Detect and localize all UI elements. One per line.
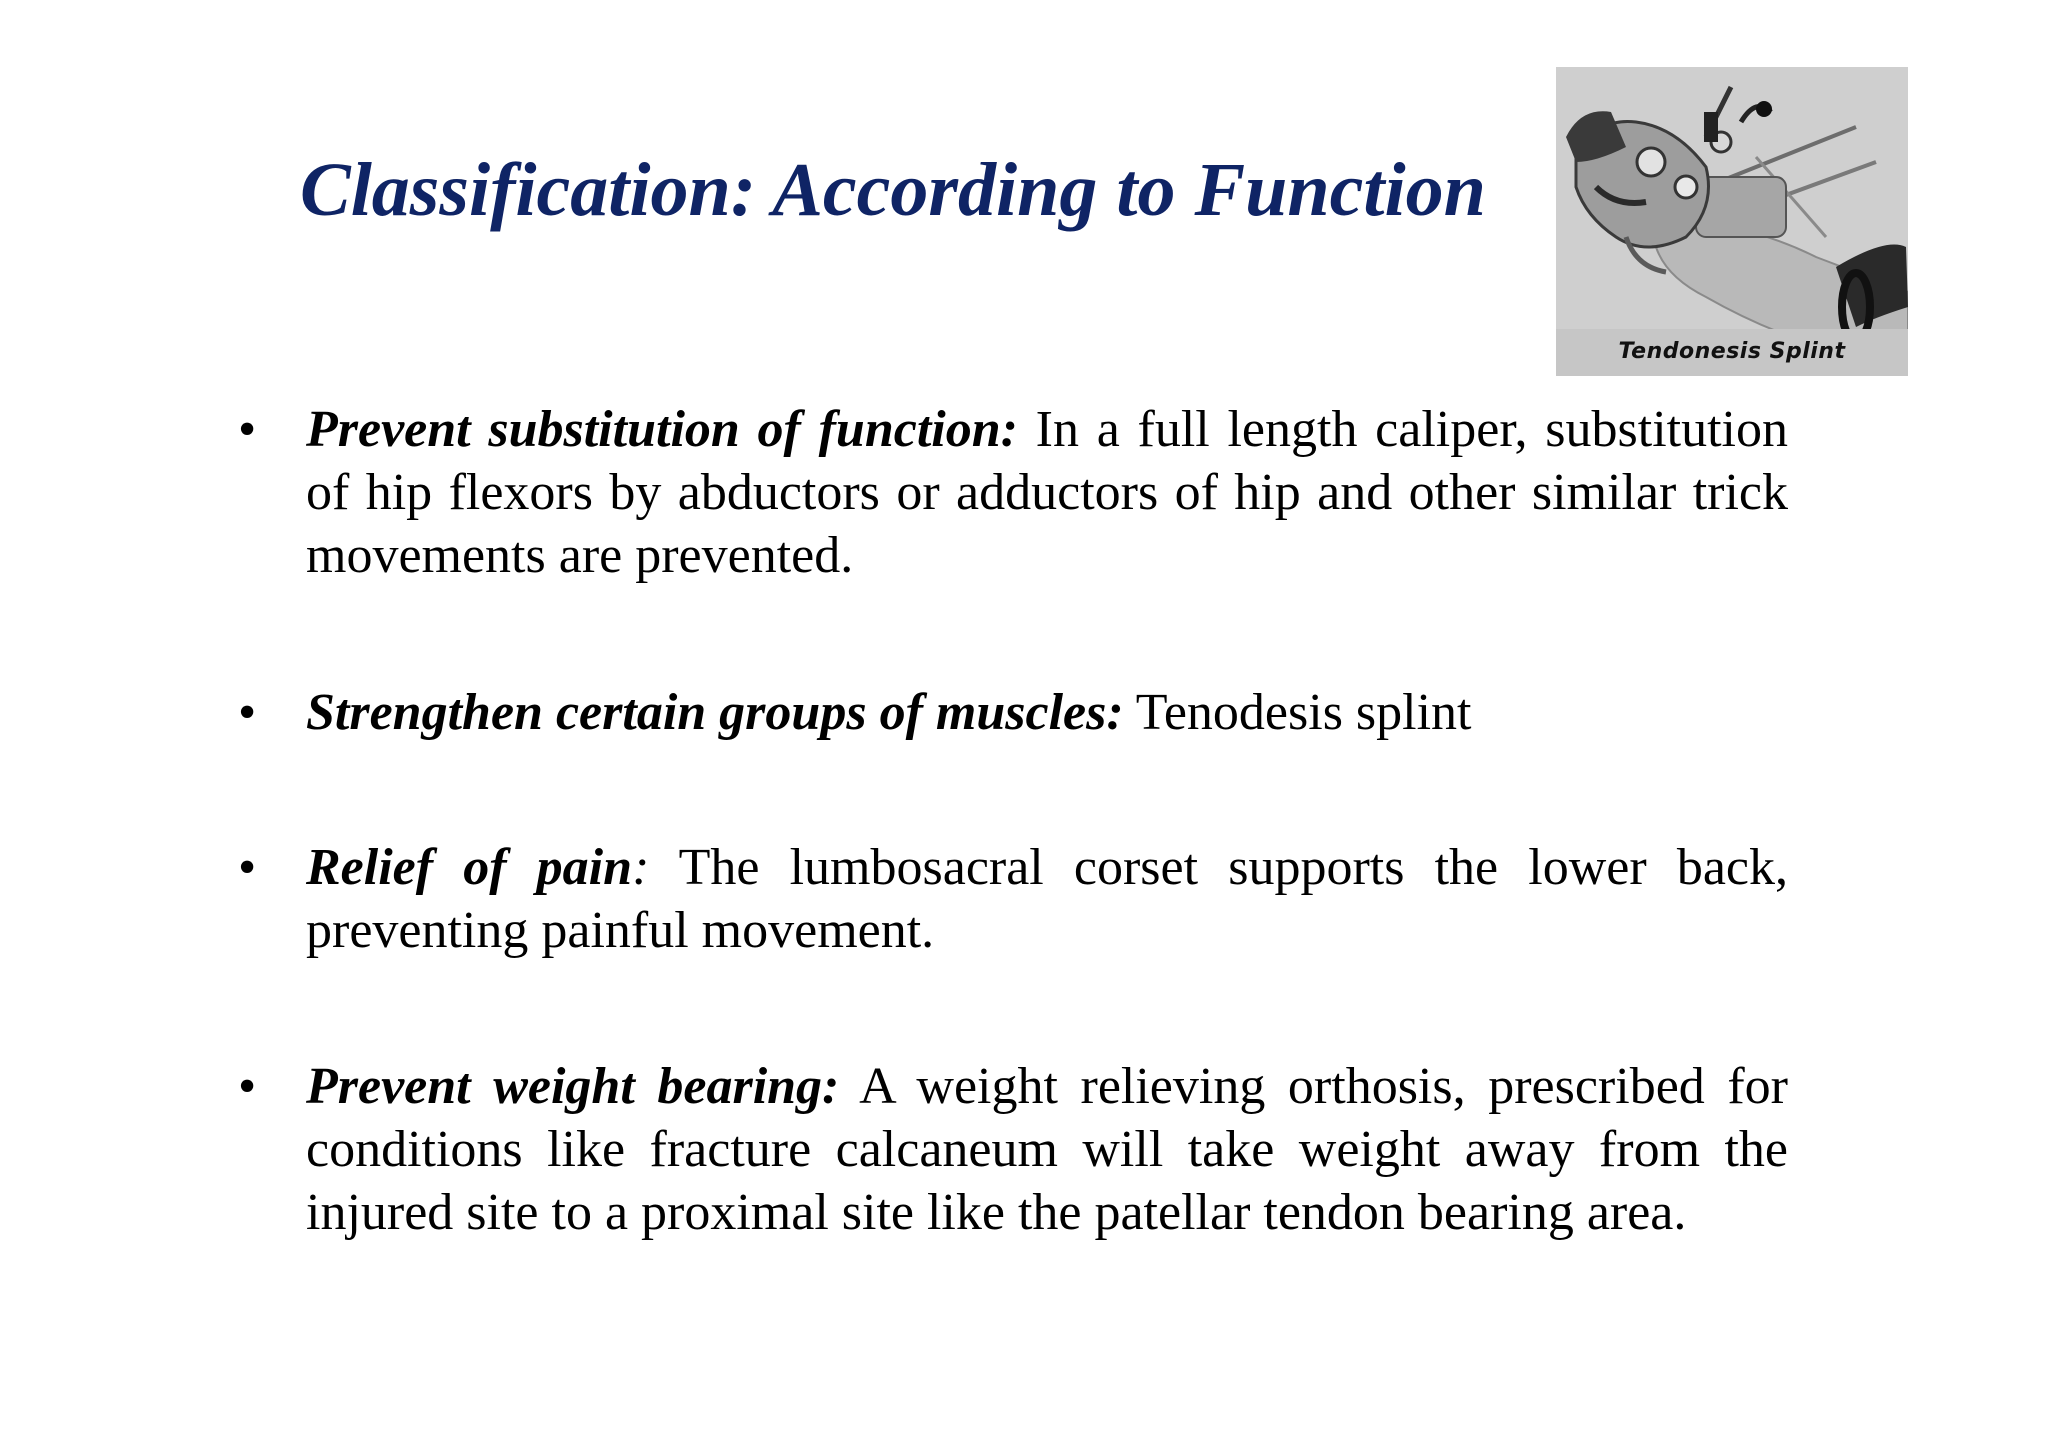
bullet-item xyxy=(238,1055,1788,1244)
bullet-body: Tenodesis splint xyxy=(1123,684,1472,741)
splint-photo xyxy=(1556,67,1908,376)
bullet-body: The lumbosacral corset supports the lower back, preventing painful movement. xyxy=(306,839,1788,959)
bullet-text xyxy=(306,398,1788,587)
splint-illustration xyxy=(1556,67,1908,376)
bullet-item xyxy=(238,681,1788,744)
photo-caption: Tendonesis Splint xyxy=(1618,339,1846,364)
bullet-body: A weight relieving orthosis, prescribed for conditions like fracture calcaneum will take weight away from the injured site to a proximal site like the patellar tendon bearing area. xyxy=(306,1058,1788,1241)
bullet-text xyxy=(306,836,1788,962)
bullet-term: Prevent substitution of function: xyxy=(306,401,1018,458)
bullet-dot-icon: • xyxy=(238,401,257,458)
bullet-term: Prevent weight bearing: xyxy=(306,1058,840,1115)
bullet-text xyxy=(306,681,1788,744)
bullet-item xyxy=(238,836,1788,962)
bullet-separator: : xyxy=(632,839,650,896)
bullet-term: Strengthen certain groups of muscles: xyxy=(306,684,1124,741)
bullet-text xyxy=(306,1055,1788,1244)
bullet-body: In a full length caliper, substitution of hip flexors by abductors or adductors of hip and other similar trick movements are prevented. xyxy=(306,401,1788,584)
bullet-dot-icon: • xyxy=(238,839,257,896)
bullet-dot-icon: • xyxy=(238,684,257,741)
slide-title: Classification: According to Function xyxy=(300,148,1486,232)
bullet-item xyxy=(238,398,1788,587)
bullet-dot-icon: • xyxy=(238,1058,257,1115)
bullet-term: Relief of pain xyxy=(306,839,633,896)
